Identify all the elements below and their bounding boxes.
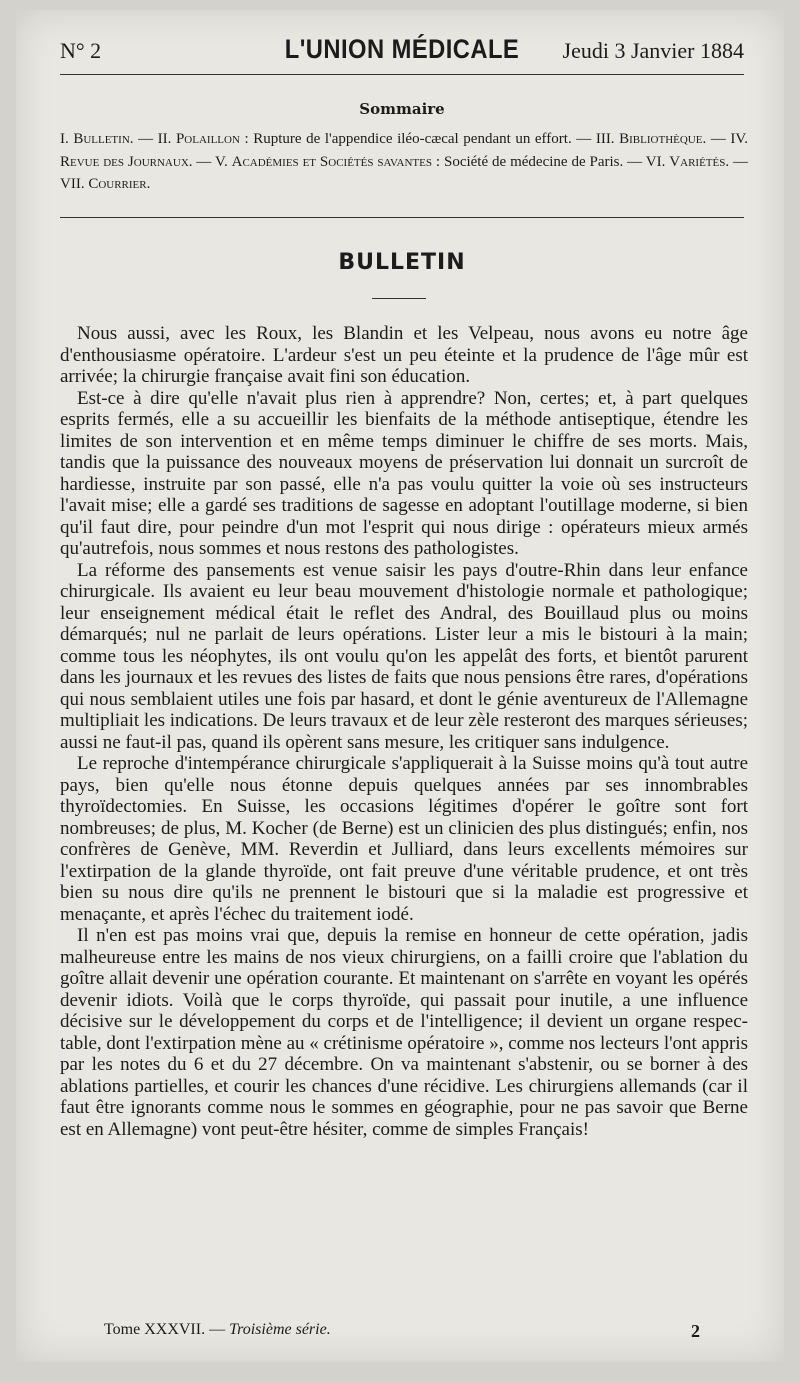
newspaper-page xyxy=(16,10,784,1362)
sommaire-text: . — V. xyxy=(188,153,232,170)
sommaire-text: : Société de médecine de Paris. — VI. xyxy=(432,153,670,170)
page-header xyxy=(60,32,744,72)
sommaire-item-revue: Revue des Journaux xyxy=(60,153,189,170)
sommaire-contents xyxy=(60,128,748,196)
issue-number: N° 2 xyxy=(60,38,102,63)
sommaire-item-courrier: Courrier xyxy=(88,176,147,192)
sommaire-title: Sommaire xyxy=(359,100,445,118)
paragraph: Est-ce à dire qu'elle n'avait plus rien à apprendre? Non, certes; et, à part quelques esprits fermés, elle a su accueillir les bienfaits de la méthode antiseptique, étendre les limites de son intervention et en même temps diminuer le chiffre de ses morts. Mais, tandis que la puissance des nouveaux moyens de préservation lui donnait un surcroît de hardiesse, instruite par son passé, elle n'a pas voulu quitter la voie où ses instructeurs l'avait mise; elle a gardé ses traditions de sagesse en adoptant l'outillage moderne, si bien qu'il faut dire, pour peindre d'un mot l'esprit qui nous dirige : opérateurs mieux armés qu'autrefois, nous sommes et nous restons des pathologistes. xyxy=(60,387,748,559)
sommaire-text: . xyxy=(146,176,151,192)
sommaire-item-varietes: Variétés xyxy=(669,153,726,170)
paragraph: Nous aussi, avec les Roux, les Blandin et les Velpeau, nous avons eu notre âge d'enthousiasme opératoire. L'ardeur s'est un peu éteinte et la prudence de l'âge mûr est arrivée; la chirurgie française avait fini son éducation. xyxy=(60,323,748,387)
sommaire-rule xyxy=(60,217,744,218)
sommaire-text: . — VII. xyxy=(60,153,749,192)
bulletin-heading: BULLETIN xyxy=(338,250,466,275)
paragraph: La réforme des pansements est venue saisir les pays d'outre-Rhin dans leur enfance chirurgicale. Ils avaient eu leur beau mouvement d'histologie normale et pathologique; leur enseignement médical était le reflet des Andral, des Bouillaud plus ou moins démarqués; nul ne parlait de leurs opérations. Lister leur a mis le bistouri à la main; comme tous les néophytes, ils ont voulu qu'on les appelât des forts, et bientôt parurent dans les journaux et les revues des listes de faits que nous pensions être rares, d'opérations qui nous semblaient utiles une fois par hasard, et dont le génie aventureux de l'Allemagne multipliait les indications. De leurs travaux et de leur zèle resteront des marques sérieuses; aussi ne faut-il pas, quand ils opèrent sans mesure, les critiquer sans indulgence. xyxy=(60,559,748,753)
sommaire-text: : Rupture de l'appendice iléo-cæcal pendant un effort. — III. xyxy=(239,131,620,147)
sommaire-item-academies: Académies et Sociétés savantes xyxy=(231,153,432,170)
journal-title: L'UNION MÉDICALE xyxy=(284,34,520,64)
sommaire-text: . — II. xyxy=(129,131,176,147)
tome-label xyxy=(104,1321,331,1339)
sommaire-item-bulletin: Bulletin xyxy=(73,131,130,147)
bulletin-body xyxy=(60,323,748,1140)
page-number: 2 xyxy=(691,1321,700,1341)
heading-underline xyxy=(372,298,426,299)
header-rule xyxy=(60,74,744,75)
issue-date: Jeudi 3 Janvier 1884 xyxy=(562,38,744,63)
sommaire-text: . — IV. xyxy=(702,131,748,147)
sommaire-text: I. xyxy=(60,131,74,147)
paragraph: Le reproche d'intempérance chirurgicale s'appliquerait à la Suisse moins qu'à tout autre pays, bien qu'elle nous étonne depuis quelques années par ses innombrables thyroïdectomies. En Suisse, les occasions légitimes d'opérer le goître sont fort nombreuses; de plus, M. Kocher (de Berne) est un clinicien des plus distingués; enfin, nos confrères de Genève, MM. Reverdin et Julliard, dans leurs excellents mémoires sur l'extirpation de la glande thyroïde, ont fait preuve d'une véritable prudence, et ont très bien su nous dire qu'ils ne prennent le bistouri que si la maladie est progressive et menaçante, et après l'échec du traitement iodé. xyxy=(60,753,748,925)
page-footer xyxy=(60,1321,744,1345)
tome-number: Tome XXXVII. — xyxy=(104,1321,230,1338)
sommaire-item-bibliotheque: Bibliothèque xyxy=(619,131,703,147)
sommaire-item-polaillon: Polaillon xyxy=(175,131,240,147)
series-label: Troisième série. xyxy=(229,1321,331,1338)
paragraph: Il n'en est pas moins vrai que, depuis la remise en honneur de cette opération, jadis malheureuse entre les mains de nos vieux chirurgiens, on a failli croire que l'ablation du goître allait devenir une opération courante. Et maintenant on s'arrête en voyant les opérés devenir idiots. Voilà que le corps thyroïde, qui passait pour inutile, a une influence décisive sur le développement du corps et de l'intelligence; il devient un organe respectable, dont l'extirpation mène au « crétinisme opératoire », comme nos lecteurs l'ont appris par les notes du 6 et du 27 décembre. On va maintenant s'abstenir, ou se borner à des ablations partielles, et courir les chances d'une récidive. Les chirurgiens allemands (car il faut être ignorants comme nous le sommes en géographie, pour ne pas savoir que Berne est en Allemagne) vont peut-être hésiter, comme de simples Français! xyxy=(60,925,748,1140)
